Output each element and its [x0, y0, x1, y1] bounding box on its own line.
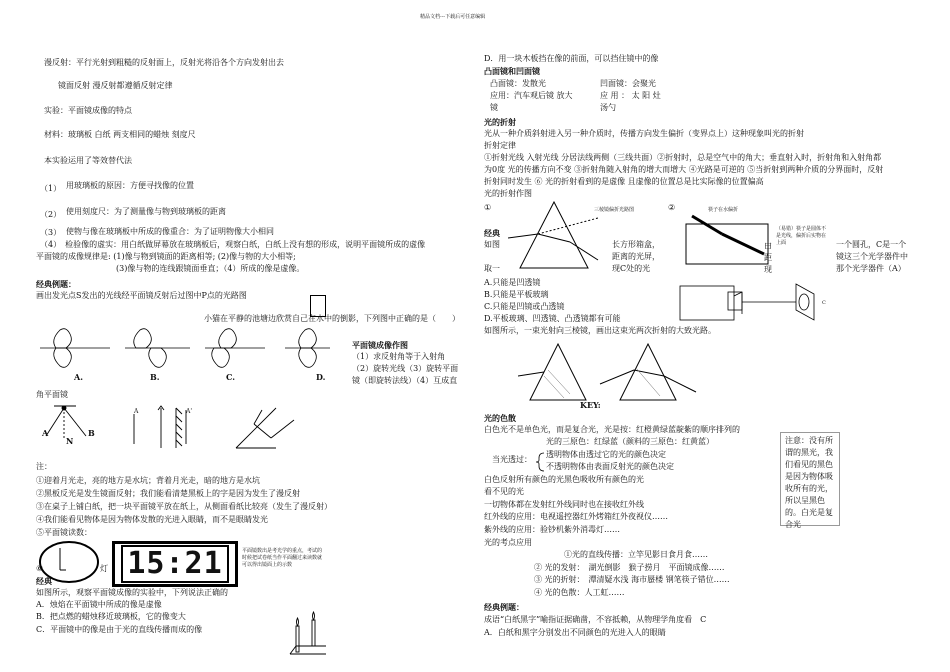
candle-figure	[286, 600, 330, 656]
refraction-def: 光从一种介质斜射进入另一种介质时，传播方向发生偏折（变界点上）这种现象叫光的折射	[484, 129, 804, 138]
mirror-fig-step3: 镜（即旋转法线）（4）互成直	[352, 376, 458, 385]
ex3-line2b: 距离的光屏，	[612, 252, 660, 261]
dispersion-5: 白色反射所有颜色的光黑色吸收所有颜色的光	[484, 475, 644, 484]
dispersion-3-prefix: 当光透过：	[492, 455, 532, 464]
text-glass-reason: 用玻璃板的原因：方便寻找像的位置	[66, 181, 194, 190]
text-method: 本实验运用了等效替代法	[44, 156, 132, 165]
refraction-drawing-title: 光的折射作图	[484, 189, 532, 198]
key-label: KEY:	[580, 400, 601, 410]
obs-prefix: ⑥	[36, 564, 44, 573]
digital-clock	[112, 541, 238, 587]
cat-option-c: C.	[226, 372, 236, 382]
cat-option-b: B.	[150, 372, 160, 382]
dispersion-title: 光的色散	[484, 413, 516, 423]
fig-label-a: A	[42, 428, 49, 438]
text-materials: 材料：玻璃板 白纸 两支相同的蜡烛 刻度尺	[44, 130, 196, 139]
text-rules-2: (3)像与物的连线跟镜面垂直；（4）所成的像是虚像。	[116, 264, 305, 273]
ex3-right-1: 一个圆孔，C是一个	[836, 240, 907, 249]
num-2: （2）	[40, 210, 62, 219]
dispersion-1: 白色光不是单色光，而是复合光，光是按：红橙黄绿蓝靛紫的顺序排列的	[484, 425, 740, 434]
prism-caption: 三棱镜偏折光路图	[594, 207, 635, 213]
text-ruler-reason: 使用刻度尺：为了测量像与物到玻璃板的距离	[66, 207, 226, 216]
frag-3: 现	[764, 265, 772, 274]
text-virtual-check: （4） 检验像的虚实：用白纸做屏幕放在玻璃板后，观察白纸，白纸上没有想的形成，说明平面镜所成的虚像	[40, 240, 426, 249]
note-5: ⑤平面镜读数：	[36, 528, 92, 537]
applications-title: 光的考点应用	[484, 538, 532, 547]
example-title: 经典例题：	[36, 279, 76, 289]
num-3: （3）	[40, 228, 62, 237]
invisible-light: 看不见的光	[484, 487, 524, 496]
concave-use: 应 用 ： 太 阳 灶	[600, 91, 661, 100]
num-1: （1）	[40, 184, 62, 193]
text-perp-mirror: 角平面镜	[36, 390, 68, 399]
notes-title: 注：	[36, 462, 52, 471]
fig-label-a-prime: A'	[186, 408, 192, 415]
note-3: ③在桌子上铺白纸，把一块平面镜平放在纸上，从侧面看纸比较亮（发生了漫反射）	[36, 502, 332, 511]
concave-mirror: 凹面镜：会聚光	[600, 79, 656, 88]
cat-option-d: D.	[316, 372, 326, 382]
dispersion-4: 不透明物体由表面反射光的颜色决定	[546, 462, 674, 471]
black-light-note: 注意：没有所谓的黑光，我们看见的黑色是因为物体吸收所有的光，所以呈黑色的。白光是复合光	[780, 432, 840, 526]
convex-use: 应用：汽车观后镜 放大	[490, 91, 573, 100]
dispersion-3: 透明物体由透过它的光的颜色决定	[546, 450, 666, 459]
application-4: ④ 光的色散：人工虹……	[534, 588, 625, 597]
ex3-line3: 取一	[484, 264, 500, 273]
refraction-title: 光的折射	[484, 117, 516, 127]
note-1: ①迎着月光走，亮的地方是水坑；背着月光走，暗的地方是水坑	[36, 476, 260, 485]
convex-use-2: 镜	[490, 103, 498, 112]
fig-circle-2: ②	[668, 203, 676, 212]
fig-circle-1: ①	[484, 203, 492, 212]
text-experiment: 实验：平面镜成像的特点	[44, 106, 132, 115]
concave-use-2: 汤勺	[600, 103, 616, 112]
convex-mirror: 凸面镜：发散光	[490, 79, 546, 88]
text-overlap: 使物与像在玻璃板中所成的像重合：为了证明物像大小相同	[66, 227, 274, 236]
example2-title: 经典	[36, 576, 52, 586]
mirror-fig-title: 平面镜成像作图	[352, 340, 408, 350]
fig-label-n: N	[66, 436, 74, 446]
example3-title: 经典	[484, 228, 500, 238]
clock-reading: 15:21	[121, 545, 228, 583]
note-4: ④我们能看见物体是因为物体发散的光进入眼睛，而不是眼睛发光	[36, 515, 268, 524]
frag-2: 距	[764, 253, 772, 262]
application-3: ③ 光的折射： 潭清疑水浅 海市蜃楼 钢笔筷子错位……	[534, 575, 730, 584]
infrared-1: 一切物体都在发射红外线同时也在接收红外线	[484, 500, 644, 509]
cat-option-a: A.	[74, 372, 83, 382]
application-1: ①光的直线传播：立竿见影日食月食……	[564, 550, 708, 559]
refraction-law-2: 为0度 光的传播方向不变 ③折射角随入射角的增大而增大 ④光路是可逆的 ⑤当折射到两种介质的分界面时，反射	[484, 165, 884, 174]
text-diffuse: 漫反射：平行光射到粗糙的反射面上，反射光将沿各个方向发射出去	[44, 58, 284, 67]
dispersion-2: 光的三原色：红绿蓝（颜料的三原色：红黄蓝）	[546, 437, 714, 446]
chopstick-caption: 筷子在水偏折	[708, 207, 739, 213]
uv-use: 紫外线的应用：验钞机紫外消毒灯……	[484, 525, 620, 534]
prism-figure	[508, 198, 600, 274]
text-reflection-law: 镜面反射 漫反射都遵循反射定律	[58, 81, 173, 90]
example4-question: 成语“白纸黑字”喻指证据确凿，不容抵赖，从物理学角度看 C	[484, 615, 707, 624]
side-note-mirror: 平面镜数出是考光学的重点，考试的时候把试卷纸当作平面翻过来读数就可以得出镜面上的示数	[242, 548, 323, 568]
refraction-law-1: ①折射光线 入射光线 分居法线两侧（三线共面）②折射时，总是空气中的角大；垂直射入时，折射角和入射角都	[484, 153, 882, 162]
refraction-law-title: 折射定律	[484, 141, 516, 150]
application-2: ② 光的发射： 湖光倒影 猴子捞月 平面镜成像……	[534, 563, 725, 572]
option-b-glass: B.只能是平板玻璃	[484, 290, 549, 299]
prism-question: 如图所示，一束光射向三棱镜，画出这束光两次折射的大致光路。	[484, 326, 716, 335]
chopstick-figure	[684, 214, 772, 266]
infrared-use: 红外线的应用：电视遥控器红外烤箱红外夜视仪……	[484, 512, 668, 521]
ex3-right-2: 镜这三个光学器件中	[836, 252, 908, 261]
convex-concave-title: 凸面镜和凹面镜	[484, 66, 540, 76]
option-d: D．用一块木板挡在像的前面，可以挡住镜中的像	[484, 54, 659, 63]
q2-option-b: B．把点燃的蜡烛移近玻璃板，它的像变大	[36, 612, 186, 621]
example4-option-a: A．白纸和黑字分别发出不同颜色的光进入人的眼睛	[484, 628, 666, 637]
cat-question: 小猫在平静的池塘边欣赏自己在水中的倒影，下列图中正确的是（ ）	[204, 314, 460, 323]
ex3-line1b: 长方形箱盒，	[612, 240, 660, 249]
question-2: 如图所示，观察平面镜成像的实验中，下列说法正确的	[36, 588, 228, 597]
box-screen-figure	[676, 278, 836, 324]
frag-1: 由	[764, 241, 772, 250]
text-rules-1: 平面镜的成像规律是: (1)像与物到镜面的距离相等; (2)像与物的大小相等;	[36, 252, 296, 261]
page-header: 精品文档---下载后可任意编辑	[420, 14, 486, 20]
q2-option-c: C．平面镜中的像是由于光的直线传播而成的像	[36, 625, 203, 634]
chopstick-note: （易错）筷子是圆体不是光线，偏折后实物在上面	[776, 226, 827, 246]
ex3-line3b: 现C处的光	[612, 264, 651, 273]
cat-reflection-figures	[40, 326, 330, 382]
q2-option-a: A．烛焰在平面镜中所成的像是虚像	[36, 600, 162, 609]
example4-title: 经典例题：	[484, 602, 524, 612]
note-2: ②黑板反光是发生镜面反射；我们能看清楚黑板上的字是因为发生了漫反射	[36, 489, 300, 498]
obs-suffix: 灯	[100, 564, 108, 573]
refraction-law-3: 折射同时发生 ⑥ 光的折射看到的是虚像 且虚像的位置总是比实际像的位置偏高	[484, 177, 764, 186]
ex3-right-3: 那个光学器件（A）	[836, 264, 906, 273]
mirror-fig-step1: （1）求反射角等于入射角	[352, 352, 446, 361]
option-c-mirror: C.只能是凹镜或凸透镜	[484, 302, 565, 311]
text-draw-path: 画出发光点S发出的光线经平面镜反射后过图中P点的光路图	[36, 291, 247, 300]
fig-label-a2: A	[134, 408, 139, 415]
option-d-all: D.平板玻璃、凹透镜、凸透镜都有可能	[484, 314, 621, 323]
reflection-diagrams	[36, 400, 306, 452]
prism-pair-figure	[518, 340, 698, 404]
ex3-line1: 如图	[484, 240, 500, 249]
screen-label-c: C	[822, 300, 826, 306]
mirror-fig-step2: （2）旋转光线（3）旋转平面	[352, 364, 459, 373]
option-a-lens: A.只能是凹透镜	[484, 278, 541, 287]
fig-label-b: B	[88, 428, 95, 438]
